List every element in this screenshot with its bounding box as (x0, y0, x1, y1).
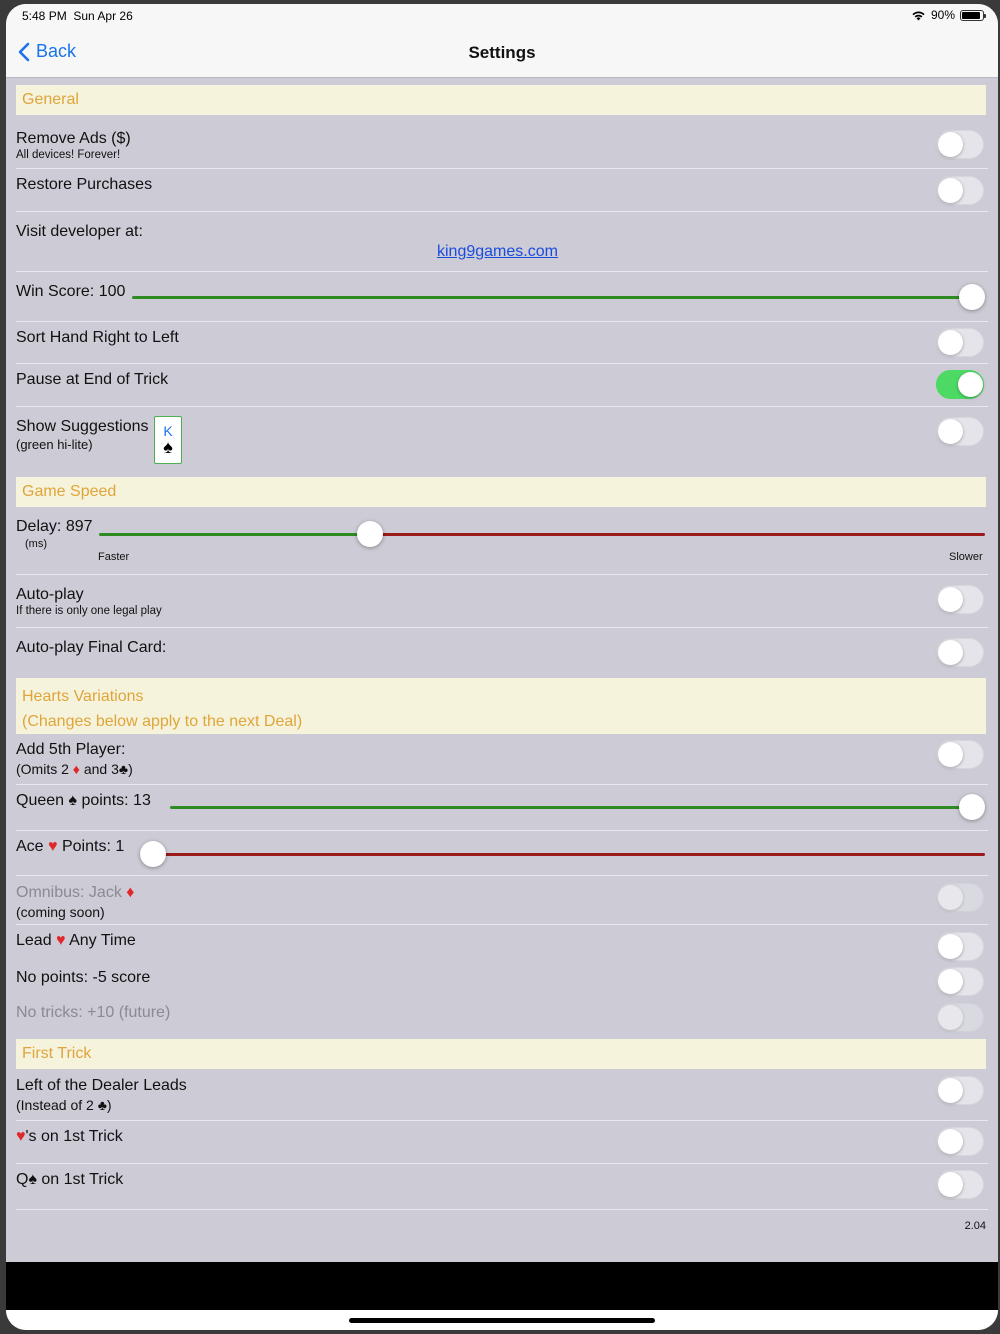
ace-points-slider[interactable] (140, 841, 985, 867)
delay-unit: (ms) (25, 538, 47, 550)
no-tricks-toggle[interactable] (936, 1003, 984, 1032)
version-label: 2.04 (964, 1220, 986, 1232)
autoplay-final-toggle[interactable] (936, 638, 984, 667)
divider (16, 875, 988, 876)
ace-points-value: 1 (115, 838, 125, 855)
divider (16, 168, 988, 169)
ace-points-label: Ace ♥ Points: 1 (16, 838, 125, 855)
ipad-screen (6, 4, 998, 1330)
divider (16, 363, 988, 364)
no-points-toggle[interactable] (936, 967, 984, 996)
home-indicator[interactable] (349, 1318, 655, 1323)
fifth-player-label: Add 5th Player: (Omits 2 ♦ and 3♣) (16, 741, 133, 777)
hearts-first-trick-label: ♥'s on 1st Trick (16, 1128, 123, 1145)
slider-thumb[interactable] (357, 521, 383, 547)
page-title: Settings (468, 43, 536, 62)
left-dealer-toggle[interactable] (936, 1076, 984, 1105)
diamond-icon: ♦ (126, 884, 135, 901)
section-header-general: General (16, 85, 986, 115)
sort-hand-toggle[interactable] (936, 328, 984, 357)
battery-fill (962, 12, 980, 19)
divider (16, 627, 988, 628)
pause-trick-label: Pause at End of Trick (16, 371, 169, 388)
lead-hearts-label: Lead ♥ Any Time (16, 932, 136, 949)
omnibus-toggle[interactable] (936, 883, 984, 912)
section-header-game-speed: Game Speed (16, 477, 986, 507)
autoplay-label: Auto-play If there is only one legal play (16, 586, 162, 617)
left-dealer-label: Left of the Dealer Leads (Instead of 2 ♣) (16, 1077, 187, 1113)
card-rank: K (163, 423, 173, 439)
remove-ads-toggle[interactable] (936, 130, 984, 159)
slider-track (99, 533, 985, 536)
spade-icon: ♠ (68, 792, 77, 809)
queen-points-slider[interactable] (170, 794, 985, 820)
queen-points-label: Queen ♠ points: 13 (16, 792, 151, 809)
divider (16, 830, 988, 831)
divider (16, 924, 988, 925)
divider (16, 1209, 988, 1210)
win-score-slider[interactable] (132, 284, 985, 310)
pause-trick-toggle[interactable] (936, 370, 984, 399)
section-header-hearts-variations: Hearts Variations (Changes below apply to the next Deal) (16, 678, 986, 734)
divider (16, 271, 988, 272)
club-icon: ♣ (97, 1097, 107, 1113)
queen-first-trick-toggle[interactable] (936, 1170, 984, 1199)
diamond-icon: ♦ (72, 761, 80, 777)
autoplay-final-label: Auto-play Final Card: (16, 639, 167, 656)
divider (16, 1120, 988, 1121)
divider (16, 574, 988, 575)
restore-purchases-label: Restore Purchases (16, 176, 153, 193)
heart-icon: ♥ (56, 932, 66, 949)
lead-hearts-toggle[interactable] (936, 932, 984, 961)
divider (16, 211, 988, 212)
divider (16, 406, 988, 407)
divider (16, 1163, 988, 1164)
divider (16, 784, 988, 785)
section-header-first-trick: First Trick (16, 1039, 986, 1069)
battery-percent: 90% (930, 8, 955, 22)
back-label: Back (36, 41, 77, 61)
visit-developer-label: Visit developer at: (16, 223, 143, 240)
show-suggestions-sublabel: (green hi-lite) (16, 437, 93, 452)
fifth-player-toggle[interactable] (936, 740, 984, 769)
heart-icon: ♥ (16, 1128, 26, 1145)
queen-points-value: 13 (133, 792, 151, 809)
remove-ads-label: Remove Ads ($) All devices! Forever! (16, 130, 131, 161)
example-card-king-spades (154, 416, 182, 464)
no-tricks-label: No tricks: +10 (future) (16, 1004, 171, 1021)
win-score-label: Win Score: 100 (16, 283, 126, 300)
bottom-bar (6, 1262, 998, 1310)
status-right (911, 8, 984, 22)
hearts-first-trick-toggle[interactable] (936, 1127, 984, 1156)
show-suggestions-label: Show Suggestions (green hi-lite) (16, 418, 149, 452)
left-dealer-sublabel: (Instead of 2 ♣) (16, 1097, 112, 1113)
slider-thumb[interactable] (140, 841, 166, 867)
status-time: 5:48 PM Sun Apr 26 (22, 9, 133, 23)
club-icon: ♣ (118, 761, 129, 777)
win-score-value: 100 (98, 283, 126, 300)
omnibus-sublabel: (coming soon) (16, 904, 105, 920)
omnibus-label: Omnibus: Jack ♦ (coming soon) (16, 884, 135, 920)
queen-first-trick-label: Q♠ on 1st Trick (16, 1171, 124, 1188)
no-points-label: No points: -5 score (16, 969, 151, 986)
home-area (6, 1310, 998, 1330)
spade-icon: ♠ (28, 1171, 37, 1188)
remove-ads-sublabel: All devices! Forever! (16, 149, 121, 161)
hearts-variations-note: (Changes below apply to the next Deal) (22, 713, 303, 730)
restore-purchases-toggle[interactable] (936, 176, 984, 205)
delay-label: Delay: 897 (16, 518, 93, 535)
nav-bar (6, 30, 998, 78)
slider-thumb[interactable] (959, 284, 985, 310)
slower-label: Slower (949, 551, 983, 563)
show-suggestions-toggle[interactable] (936, 417, 984, 446)
autoplay-sublabel: If there is only one legal play (16, 605, 162, 617)
sort-hand-label: Sort Hand Right to Left (16, 329, 179, 346)
delay-value: 897 (65, 518, 93, 535)
slider-thumb[interactable] (959, 794, 985, 820)
battery-icon (960, 10, 984, 21)
wifi-icon (911, 10, 926, 21)
divider (16, 321, 988, 322)
developer-link[interactable]: king9games.com (437, 243, 558, 260)
autoplay-toggle[interactable] (936, 585, 984, 614)
status-bar (6, 4, 998, 30)
faster-label: Faster (98, 551, 130, 563)
delay-slider[interactable] (99, 521, 985, 547)
heart-icon: ♥ (48, 838, 58, 855)
fifth-player-sublabel: (Omits 2 ♦ and 3♣) (16, 761, 133, 777)
spade-icon: ♠ (163, 437, 173, 457)
